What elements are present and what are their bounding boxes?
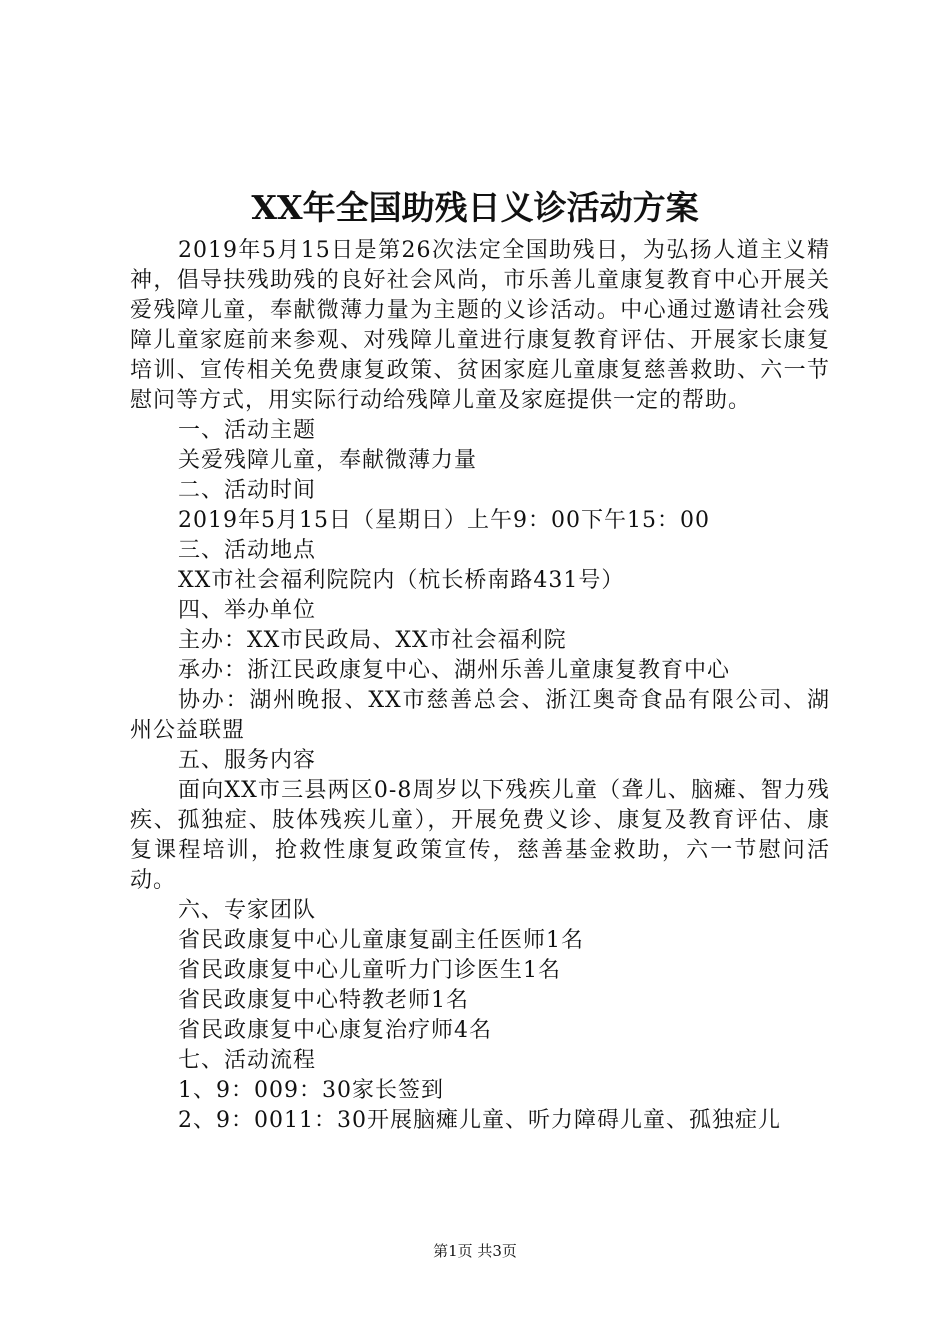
document-title: XX年全国助残日义诊活动方案 xyxy=(251,188,699,227)
section-heading-experts: 六、专家团队 xyxy=(178,898,317,923)
section-heading-time: 二、活动时间 xyxy=(178,478,317,503)
services-text: 面向XX市三县两区0-8周岁以下残疾儿童（聋儿、脑瘫、智力残疾、孤独症、肢体残疾儿童），开展免费义诊、康复及教育评估、康复课程培训，抢救性康复政策宣传，慈善基金救助，六一节慰问活动。 xyxy=(130,778,830,893)
section-heading-organizers: 四、举办单位 xyxy=(178,598,317,623)
intro-paragraph: 2019年5月15日是第26次法定全国助残日，为弘扬人道主义精神，倡导扶残助残的良好社会风尚，市乐善儿童康复教育中心开展关爱残障儿童，奉献微薄力量为主题的义诊活动。中心通过邀请社会残障儿童家庭前来参观、对残障儿童进行康复教育评估、开展家长康复培训、宣传相关免费康复政策、贫困家庭儿童康复慈善救助、六一节慰问等方式，用实际行动给残障儿童及家庭提供一定的帮助。 xyxy=(130,238,830,413)
location-text: XX市社会福利院院内（杭长桥南路431号） xyxy=(178,568,625,593)
section-heading-theme: 一、活动主题 xyxy=(178,418,317,443)
organizer-undertaker: 承办：浙江民政康复中心、湖州乐善儿童康复教育中心 xyxy=(178,658,731,683)
process-step: 1、9：009：30家长签到 xyxy=(178,1078,444,1103)
organizer-co-organizer: 协办：湖州晚报、XX市慈善总会、浙江奥奇食品有限公司、湖州公益联盟 xyxy=(130,688,830,743)
section-heading-process: 七、活动流程 xyxy=(178,1048,317,1073)
expert-item: 省民政康复中心康复治疗师4名 xyxy=(178,1018,492,1043)
process-step: 2、9：0011：30开展脑瘫儿童、听力障碍儿童、孤独症儿 xyxy=(178,1108,781,1133)
expert-item: 省民政康复中心儿童听力门诊医生1名 xyxy=(178,958,561,983)
section-heading-location: 三、活动地点 xyxy=(178,538,317,563)
section-heading-services: 五、服务内容 xyxy=(178,748,317,773)
document-body xyxy=(130,236,830,1136)
time-text: 2019年5月15日（星期日）上午9：00下午15：00 xyxy=(178,508,710,533)
page-indicator: 第1页 共3页 xyxy=(433,1242,517,1260)
expert-item: 省民政康复中心儿童康复副主任医师1名 xyxy=(178,928,584,953)
expert-item: 省民政康复中心特教老师1名 xyxy=(178,988,469,1013)
organizer-host: 主办：XX市民政局、XX市社会福利院 xyxy=(178,628,567,653)
theme-text: 关爱残障儿童，奉献微薄力量 xyxy=(178,448,478,473)
